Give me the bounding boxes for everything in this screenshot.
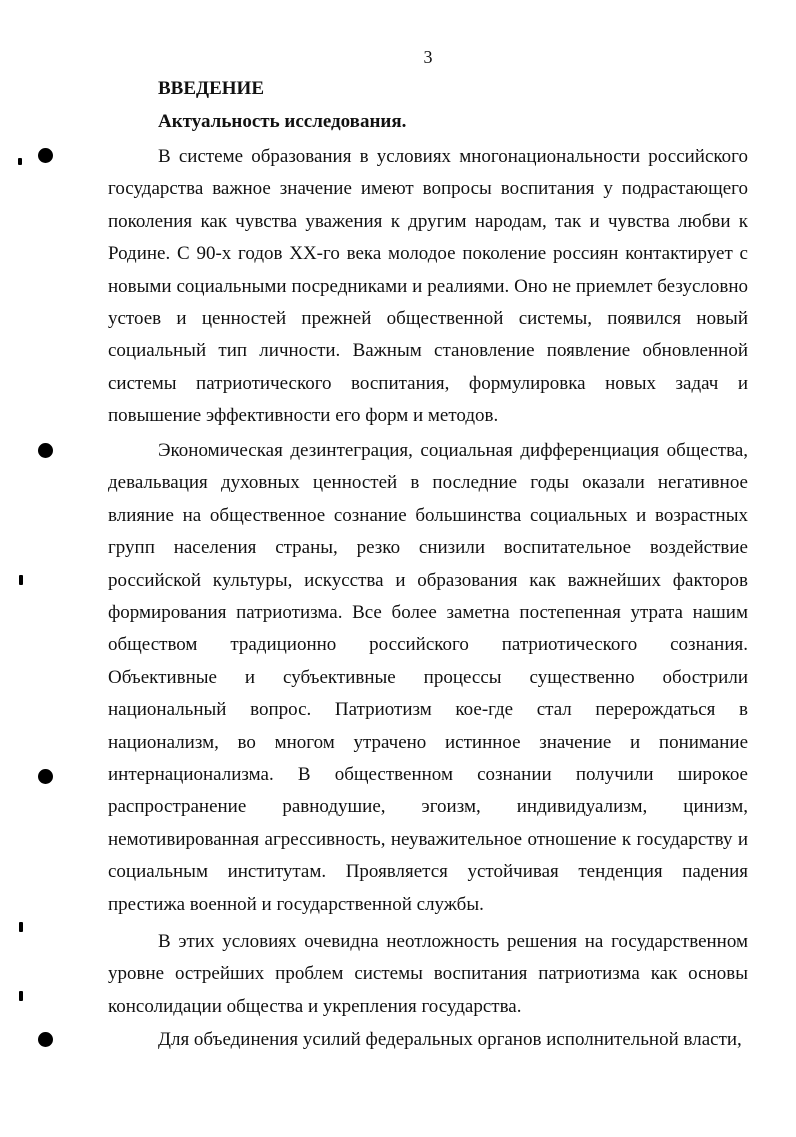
paragraph-2-text: Экономическая дезинтеграция, социальная дифференциация общества, девальвация духовных ценностей в последние годы оказали негативное влияние на общественное сознание большинства социальных и возрастных групп населения страны, резко снизили воспитательное воздействие российской культуры, искусства и образования как важнейших факторов формирования патриотизма. Все более заметна постепенная утрата нашим обществом традиционно российского патриотического сознания. Объективные и субъективные процессы существенно обострили национальный вопрос. Патриотизм кое-где стал перерождаться в национализм, во многом утрачено истинное значение и понимание интернационализма. В общественном сознании получили широкое распространение равнодушие, эгоизм, индивидуализм, цинизм, немотивированная агрессивность, неуважительное отношение к государству и социальным институтам. Проявляется устойчивая тенденция падения престижа военной и государственной службы. <box>108 440 748 915</box>
page-number: 3 <box>423 47 433 67</box>
punch-hole-dot <box>38 1032 53 1047</box>
margin-mark <box>19 575 23 585</box>
paragraph-3 <box>108 926 748 1023</box>
heading-relevance: Актуальность исследования. <box>158 111 407 132</box>
paragraph-2 <box>108 435 748 921</box>
paragraph-4 <box>108 1024 748 1056</box>
punch-hole-dot <box>38 769 53 784</box>
punch-hole-dot <box>38 148 53 163</box>
paragraph-4-text: Для объединения усилий федеральных органов исполнительной власти, <box>158 1029 742 1050</box>
punch-hole-dot <box>38 443 53 458</box>
margin-mark <box>18 158 22 165</box>
margin-mark <box>19 922 23 932</box>
paragraph-1 <box>108 141 748 433</box>
paragraph-1-text: В системе образования в условиях многонациональности российского государства важное значение имеют вопросы воспитания у подрастающего поколения как чувства уважения к другим народам, так и чувства любви к Родине. С 90-х годов XX-го века молодое поколение россиян контактирует с новыми социальными посредниками и реалиями. Оно не приемлет безусловно устоев и ценностей прежней общественной системы, появился новый социальный тип личности. Важным становление появление обновленной системы патриотического воспитания, формулировка новых задач и повышение эффективности его форм и методов. <box>108 146 748 427</box>
margin-mark <box>19 991 23 1001</box>
paragraph-3-text: В этих условиях очевидна неотложность решения на государственном уровне острейших проблем системы воспитания патриотизма как основы консолидации общества и укрепления государства. <box>108 931 748 1017</box>
heading-introduction: ВВЕДЕНИЕ <box>158 78 264 99</box>
